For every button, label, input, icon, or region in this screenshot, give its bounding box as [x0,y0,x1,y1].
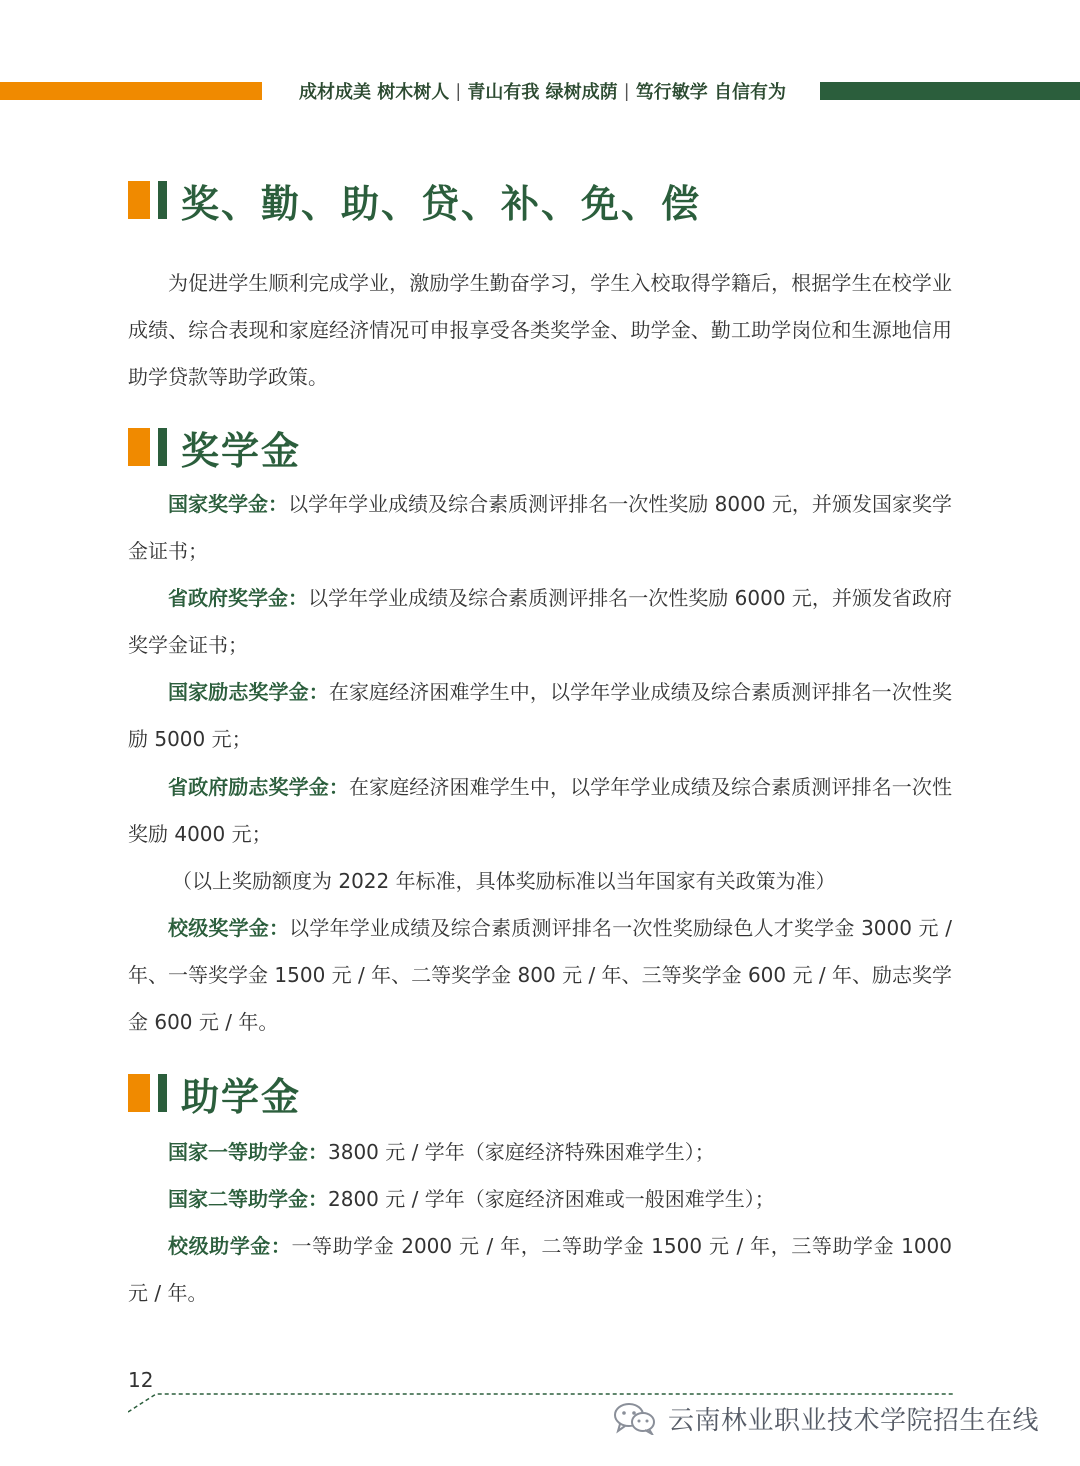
slogan-2: 青山有我 绿树成荫 [467,82,618,103]
item-text: 以学年学业成绩及综合素质测评排名一次性奖励 6000 元，并颁发省政府奖学金证书； [128,586,952,657]
heading-marker-green [158,428,167,466]
heading-title: 奖学金 [181,428,302,473]
heading-marker-green [158,181,167,219]
slogan-1: 成材成美 树木树人 [299,82,450,103]
scholarship-item [128,669,952,763]
item-label: 校级奖学金： [168,916,290,940]
item-text: 以学年学业成绩及综合素质测评排名一次性奖励绿色人才奖学金 3000 元 / 年、一等奖学金 1500 元 / 年、二等奖学金 800 元 / 年、三等奖学金 600 元 / 年、励志奖学金 600 元 / 年。 [128,916,952,1034]
heading-marker-orange [128,1074,150,1112]
header-bar-orange [0,82,262,100]
grant-item [128,1176,952,1223]
item-label: 校级助学金： [168,1234,292,1258]
footer-brand [612,1398,1039,1438]
slogan-separator: | [623,80,630,102]
slogan-separator: | [455,80,462,102]
heading-marker-orange [128,181,150,219]
grant-item [128,1223,952,1317]
wechat-icon [612,1401,658,1435]
item-label: 省政府励志奖学金： [168,775,349,799]
item-label: 国家奖学金： [168,492,289,516]
item-label: 国家二等助学金： [168,1187,328,1211]
item-text: 3800 元 / 学年（家庭经济特殊困难学生）； [328,1140,715,1164]
brand-name: 云南林业职业技术学院招生在线 [668,1405,1040,1436]
heading-marker-orange [128,428,150,466]
item-label: 国家励志奖学金： [168,680,329,704]
section-heading-scholarship [128,423,301,471]
heading-marker-green [158,1074,167,1112]
heading-title: 奖、勤、助、贷、补、免、偿 [181,181,702,226]
scholarship-item [128,764,952,858]
scholarship-item [128,481,952,575]
intro-paragraph: 为促进学生顺利完成学业，激励学生勤奋学习，学生入校取得学籍后，根据学生在校学业成绩、综合表现和家庭经济情况可申报享受各类奖学金、助学金、勤工助学岗位和生源地信用助学贷款等助学政策。 [128,271,952,389]
heading-title: 助学金 [181,1074,302,1119]
page-number: 12 [128,1368,154,1392]
item-text: 2800 元 / 学年（家庭经济困难或一般困难学生）； [328,1187,775,1211]
item-text: 在家庭经济困难学生中，以学年学业成绩及综合素质测评排名一次性奖励 5000 元； [128,680,953,751]
section-heading-main [128,176,701,224]
item-text: 在家庭经济困难学生中，以学年学业成绩及综合素质测评排名一次性奖励 4000 元； [128,775,953,846]
slogan-3: 笃行敏学 自信有为 [635,82,786,103]
header-bar-green [820,82,1080,100]
section-heading-grant [128,1069,301,1117]
item-label: 省政府奖学金： [168,586,309,610]
item-label: 国家一等助学金： [168,1140,328,1164]
item-text: 一等助学金 2000 元 / 年，二等助学金 1500 元 / 年，三等助学金 1000 元 / 年。 [128,1234,953,1305]
scholarship-item [128,575,952,669]
item-text: 以学年学业成绩及综合素质测评排名一次性奖励 8000 元，并颁发国家奖学金证书； [128,492,952,563]
header-slogan [270,76,815,106]
scholarship-note: （以上奖励额度为 2022 年标准，具体奖励标准以当年国家有关政策为准） [172,869,836,893]
scholarship-item-school [128,905,952,1046]
grant-item [128,1129,952,1176]
